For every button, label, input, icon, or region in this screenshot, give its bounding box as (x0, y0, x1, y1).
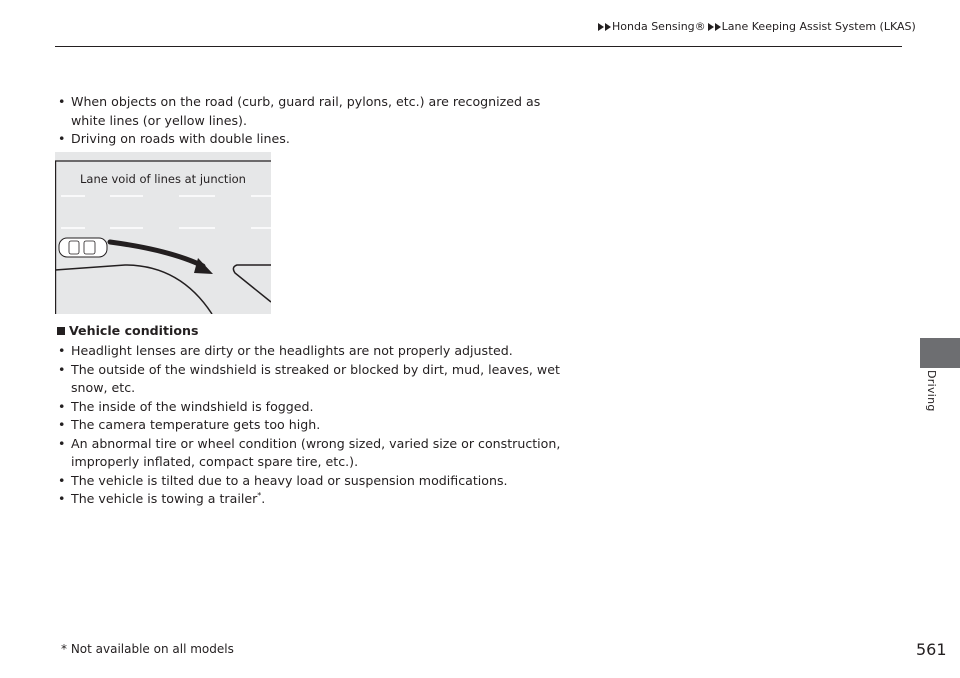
page-number: 561 (916, 640, 947, 659)
breadcrumb-subsection: Lane Keeping Assist System (LKAS) (721, 20, 916, 33)
car-icon (59, 238, 107, 257)
breadcrumb-section: Honda Sensing® (612, 20, 706, 33)
footnote-mark: * (257, 490, 262, 500)
list-item: • An abnormal tire or wheel condition (wrong sized, varied size or construction, improperly inflated, compact spare tire, etc.). (57, 435, 577, 472)
vehicle-conditions-heading (57, 323, 198, 338)
junction-illustration (55, 152, 271, 314)
list-item: • When objects on the road (curb, guard rail, pylons, etc.) are recognized as white lines (or yellow lines). (57, 93, 577, 130)
list-item: • Driving on roads with double lines. (57, 130, 577, 149)
header-rule (55, 46, 902, 47)
section-heading-text: Vehicle conditions (69, 323, 199, 338)
footnote: * Not available on all models (61, 642, 234, 656)
list-item: • Headlight lenses are dirty or the headlights are not properly adjusted. (57, 342, 577, 361)
list-item: • The vehicle is tilted due to a heavy load or suspension modifications. (57, 472, 577, 491)
list-item-text: The vehicle is towing a trailer (71, 491, 258, 506)
list-item: • The camera temperature gets too high. (57, 416, 577, 435)
triangle-icon (708, 23, 714, 31)
square-bullet-icon (57, 327, 65, 335)
figure-label: Lane void of lines at junction (80, 172, 246, 186)
list-item (57, 490, 577, 509)
list-item-end: . (261, 491, 266, 506)
side-tab-label: Driving (925, 370, 938, 412)
condition-list-vehicle (57, 342, 577, 509)
breadcrumb (598, 20, 916, 33)
list-item: • The inside of the windshield is fogged. (57, 398, 577, 417)
list-item: • The outside of the windshield is streaked or blocked by dirt, mud, leaves, wet snow, etc. (57, 361, 577, 398)
triangle-icon (715, 23, 721, 31)
side-tab (920, 338, 960, 368)
condition-list-road (57, 93, 577, 149)
triangle-icon (598, 23, 604, 31)
triangle-icon (605, 23, 611, 31)
junction-diagram (55, 152, 271, 314)
